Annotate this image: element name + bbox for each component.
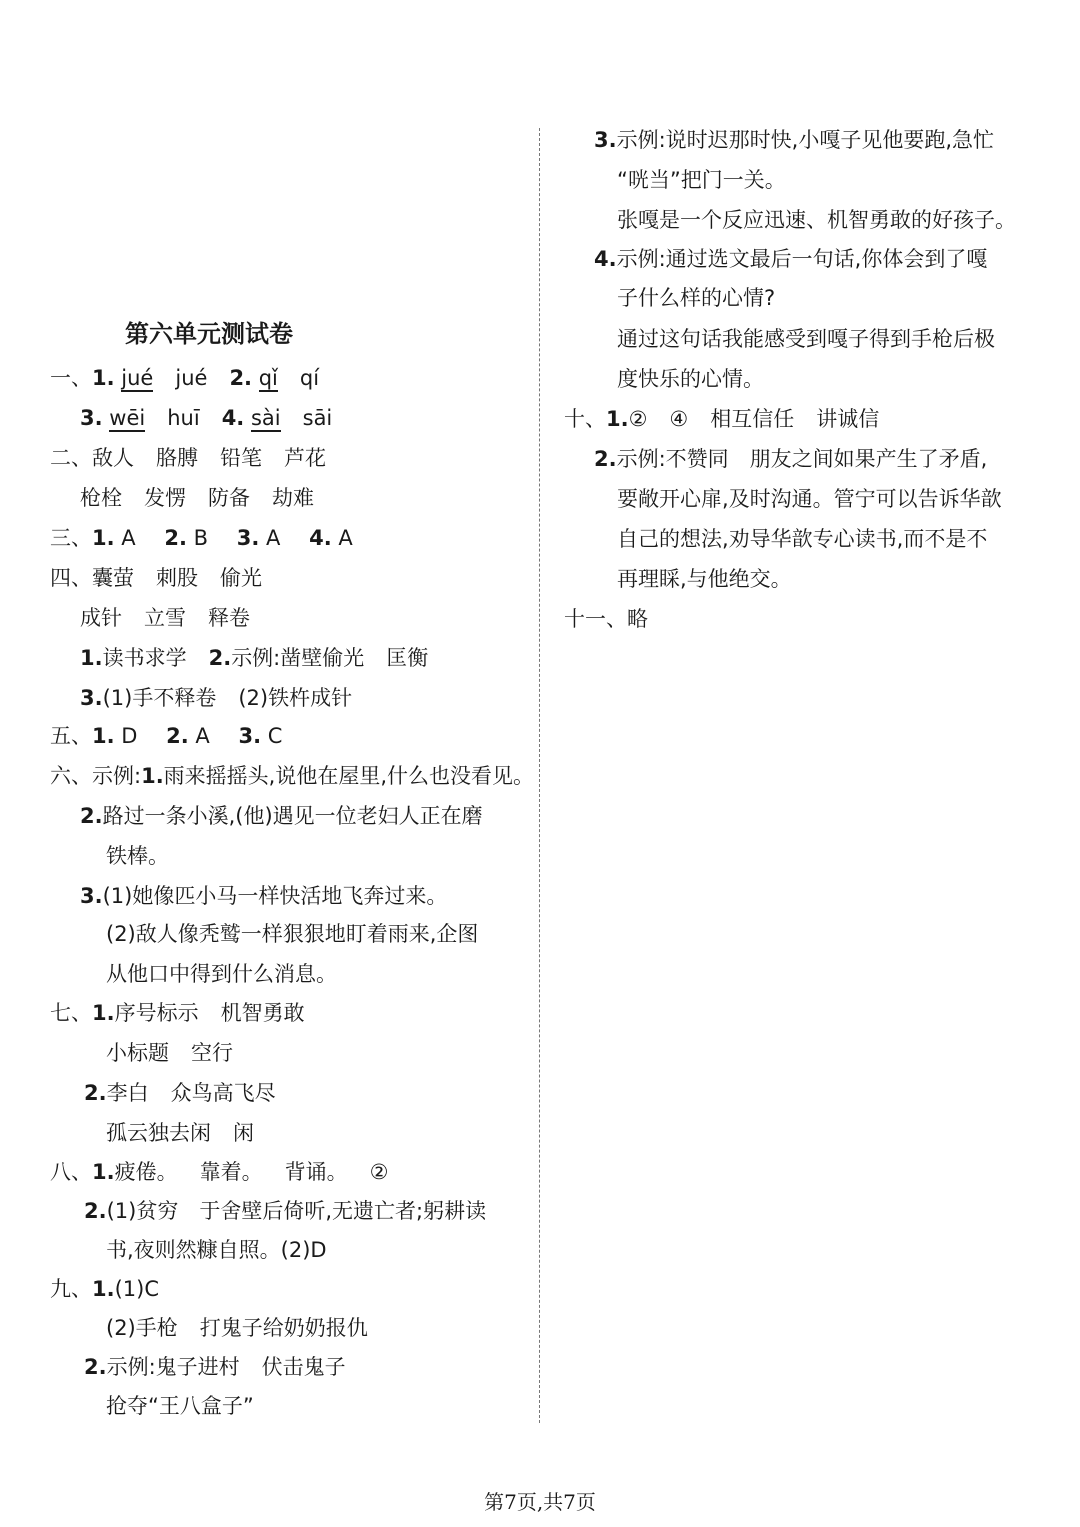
answer-text: 书,夜则然糠自照。(2)D [106, 1238, 327, 1262]
item-number: 1. [92, 724, 115, 748]
answer-text: 伏击鬼子 [261, 1355, 346, 1379]
pinyin-answer: qí [299, 366, 320, 390]
choice-answer: A [195, 724, 210, 748]
answer-text: 抢夺“王八盒子” [106, 1394, 254, 1418]
answer-text: 孤云独去闲 [106, 1121, 211, 1145]
answer-text: 铁棒。 [106, 844, 169, 868]
section-1-line-1 [50, 364, 319, 392]
section-4-line-3 [80, 644, 428, 672]
answer-word: 劫难 [272, 486, 314, 510]
answer-word: 发愣 [144, 486, 186, 510]
answer-text: 背诵。 [284, 1160, 348, 1184]
section-label: 七、 [50, 1001, 92, 1025]
item-number: 2. [229, 366, 253, 390]
section-7-line-4 [106, 1119, 254, 1147]
item-number: 1. [92, 1277, 115, 1301]
item-number: 1. [92, 526, 115, 550]
section-label: 六、示例: [50, 764, 142, 788]
answer-word: 成针 [80, 606, 122, 630]
answer-text: 小标题 [106, 1041, 169, 1065]
answer-text: 通过这句话我能感受到嘎子得到手枪后极 [617, 327, 995, 351]
section-2-line-1 [50, 444, 326, 472]
answer-word: 枪栓 [80, 486, 122, 510]
item-number: 3. [236, 526, 260, 550]
answer-text: (2)手枪 [106, 1316, 178, 1340]
pinyin-answer: jué [121, 366, 154, 390]
answer-word: 敌人 [92, 446, 134, 470]
item-number: 4. [594, 247, 617, 271]
item-number: 1. [92, 1160, 115, 1184]
item-number: 3. [594, 128, 617, 152]
section-4-line-1 [50, 564, 262, 592]
answer-word: 铅笔 [220, 446, 262, 470]
choice-answer: C [267, 724, 283, 748]
answer-text: (1)手不释卷 [102, 686, 217, 710]
answer-text: 示例:不赞同 朋友之间如果产生了矛盾, [616, 447, 988, 471]
item-number: 1. [80, 646, 103, 670]
answer-text: (2)敌人像秃鹫一样狠狠地盯着雨来,企图 [106, 922, 479, 946]
item-number: 2. [84, 1081, 107, 1105]
answer-text: 示例:凿壁偷光 [231, 646, 365, 670]
answer-text: 示例:说时迟那时快,小嘎子见他要跑,急忙 [616, 128, 995, 152]
section-7-line-1 [50, 999, 305, 1027]
answer-word: 刺股 [156, 566, 198, 590]
section-label: 十一、 [564, 607, 627, 631]
choice-answer: A [121, 526, 136, 550]
item-number: 1. [141, 764, 164, 788]
section-5-line [50, 722, 282, 750]
answer-text: (1)C [114, 1277, 160, 1301]
answer-word: 偷光 [220, 566, 262, 590]
answer-text: 李白 [106, 1081, 149, 1105]
right-q3-line-1 [594, 126, 994, 154]
choice-answer: A [338, 526, 353, 550]
answer-text: “咣当”把门一关。 [617, 168, 786, 192]
section-10-line-1 [564, 405, 879, 433]
section-3-line [50, 524, 353, 552]
item-number: 2. [164, 526, 187, 550]
section-4-line-2 [80, 604, 250, 632]
choice-answer: D [121, 724, 138, 748]
answer-text: 再理睬,与他绝交。 [617, 567, 792, 591]
item-number: 2. [84, 1355, 107, 1379]
answer-text: ② [369, 1160, 389, 1184]
right-q4-line-1 [594, 245, 987, 273]
section-2-line-2 [80, 484, 314, 512]
answer-text: 靠着。 [199, 1160, 263, 1184]
item-number: 2. [80, 804, 103, 828]
item-number: 4. [221, 406, 245, 430]
answer-text: 要敞开心扉,及时沟通。管宁可以告诉华歆 [617, 487, 1002, 511]
section-1-line-2 [80, 404, 332, 432]
answer-text: ④ [669, 407, 689, 431]
answer-text: 闲 [233, 1121, 254, 1145]
section-label: 八、 [50, 1160, 92, 1184]
item-number: 1. [606, 407, 629, 431]
item-number: 3. [80, 406, 103, 430]
pinyin-answer: wēi [109, 406, 146, 430]
section-11-line [564, 605, 648, 633]
section-7-line-2 [106, 1039, 233, 1067]
section-label: 二、 [50, 446, 92, 470]
item-number: 3. [80, 686, 103, 710]
section-6-line-4 [80, 882, 447, 910]
section-8-line-2 [84, 1197, 486, 1225]
item-number: 4. [309, 526, 332, 550]
answer-text: ② [628, 407, 648, 431]
answer-text: (2)铁杵成针 [238, 686, 353, 710]
column-divider [539, 128, 540, 1423]
page-footer: 第7页,共7页 [484, 1490, 596, 1514]
item-number: 2. [594, 447, 617, 471]
answer-word: 胳膊 [156, 446, 198, 470]
answer-text: 略 [627, 607, 648, 631]
section-label: 十、 [564, 407, 606, 431]
answer-text: 打鬼子给奶奶报仇 [199, 1316, 368, 1340]
section-10-line-2 [594, 445, 987, 473]
answer-text: (1)贫穷 于舍壁后倚听,无遗亡者;躬耕读 [106, 1199, 487, 1223]
item-number: 1. [92, 1001, 115, 1025]
answer-text: 众鸟高飞尽 [170, 1081, 276, 1105]
pinyin-answer: huī [167, 406, 200, 430]
pinyin-answer: sài [250, 406, 281, 430]
answer-text: 子什么样的心情? [617, 286, 776, 310]
page-title: 第六单元测试卷 [125, 320, 293, 348]
answer-text: 机智勇敢 [220, 1001, 305, 1025]
answer-word: 立雪 [144, 606, 186, 630]
section-9-line-1 [50, 1275, 159, 1303]
choice-answer: B [193, 526, 209, 550]
section-label: 三、 [50, 526, 92, 550]
section-9-line-2 [106, 1314, 368, 1342]
pinyin-answer: sāi [302, 406, 333, 430]
answer-word: 防备 [208, 486, 250, 510]
pinyin-answer: qǐ [258, 366, 278, 390]
answer-text: 张嘎是一个反应迅速、机智勇敢的好孩子。 [617, 208, 1016, 232]
answer-word: 芦花 [284, 446, 326, 470]
answer-text: 讲诚信 [816, 407, 880, 431]
item-number: 2. [208, 646, 232, 670]
item-number: 2. [166, 724, 189, 748]
answer-text: 疲倦。 [114, 1160, 178, 1184]
section-label: 一、 [50, 366, 92, 390]
item-number: 3. [80, 884, 103, 908]
answer-text: 空行 [191, 1041, 233, 1065]
answer-text: 自己的想法,劝导华歆专心读书,而不是不 [617, 527, 988, 551]
answer-text: 匡衡 [386, 646, 429, 670]
item-number: 1. [92, 366, 115, 390]
answer-text: 从他口中得到什么消息。 [106, 962, 337, 986]
pinyin-answer: jué [175, 366, 208, 390]
section-4-line-4 [80, 684, 352, 712]
choice-answer: A [266, 526, 281, 550]
answer-word: 囊萤 [92, 566, 134, 590]
answer-text: 序号标示 [114, 1001, 199, 1025]
section-7-line-3 [84, 1079, 276, 1107]
answer-text: 示例:通过选文最后一句话,你体会到了嘎 [616, 247, 988, 271]
answer-text: 度快乐的心情。 [617, 367, 764, 391]
item-number: 3. [238, 724, 262, 748]
answer-text: (1)她像匹小马一样快活地飞奔过来。 [102, 884, 448, 908]
answer-text: 读书求学 [102, 646, 187, 670]
section-8-line-1 [50, 1158, 388, 1186]
answer-text: 雨来摇摇头,说他在屋里,什么也没看见。 [163, 764, 535, 788]
section-6-line-1 [50, 762, 534, 790]
item-number: 2. [84, 1199, 107, 1223]
section-label: 四、 [50, 566, 92, 590]
section-label: 九、 [50, 1277, 92, 1301]
answer-text: 相互信任 [710, 407, 795, 431]
section-6-line-2 [80, 802, 483, 830]
answer-text: 示例:鬼子进村 [106, 1355, 240, 1379]
section-label: 五、 [50, 724, 92, 748]
section-9-line-3 [84, 1353, 346, 1381]
answer-text: 路过一条小溪,(他)遇见一位老妇人正在磨 [102, 804, 483, 828]
answer-word: 释卷 [208, 606, 250, 630]
